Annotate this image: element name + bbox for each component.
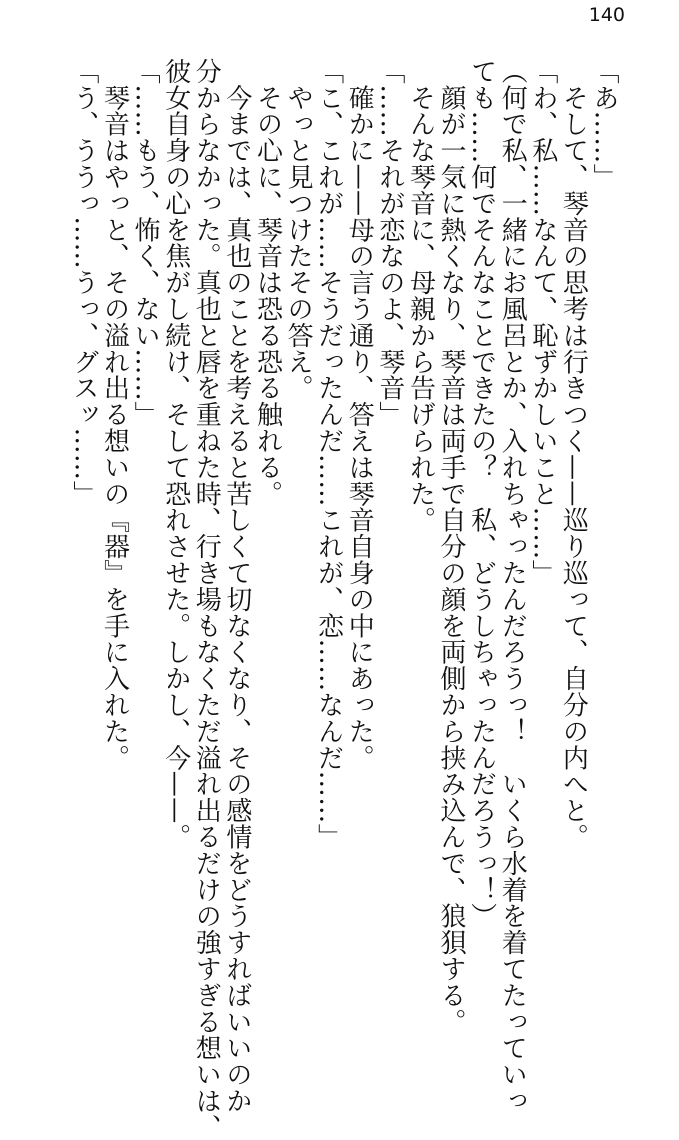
text-line: 「わ、私……なんて、恥ずかしいこと……」	[527, 58, 558, 586]
text-line: その心に、琴音は恐る恐る触れる。	[252, 58, 283, 507]
text-line: 「……もう、怖く、ない……」	[130, 58, 161, 428]
text-line: 顔が一気に熱くなり、琴音は両手で自分の顔を両側から挟み込んで、狼狽する。	[436, 58, 467, 1035]
text-line: （何で私、一緒にお風呂とか、入れちゃったんだろうっ！ いくら水着を着てたっていっ	[497, 58, 528, 1114]
text-line: 彼女自身の心を焦がし続け、そして恐れさせた。しかし、今——。	[160, 58, 191, 850]
text-line: 確かに——母の言う通り、答えは琴音自身の中にあった。	[344, 58, 375, 771]
text-line: そんな琴音に、母親から告げられた。	[405, 58, 436, 534]
text-line: 「う、ううっ……うっ、グスッ……」	[68, 58, 99, 507]
text-line: 分からなかった。真也と唇を重ねた時、行き場もなくただ溢れ出るだけの強すぎる想いは、	[191, 58, 222, 1140]
text-line: 琴音はやっと、その溢れ出る想いの『器』を手に入れた。	[99, 58, 130, 771]
text-line: 「あ……」	[589, 58, 619, 190]
text-line: 今までは、真也のことを考えると苦しくて切なくなり、その感情をどうすればいいのか	[221, 58, 252, 1114]
page-number: 140	[588, 4, 625, 26]
text-line: ても……何でそんなことできたの？ 私、どうしちゃったんだろうっ！）	[466, 58, 497, 930]
text-line: やっと見つけたその答え。	[283, 58, 314, 402]
text-line: そして、琴音の思考は行きつく——巡り巡って、自分の内へと。	[558, 58, 589, 850]
vertical-text-body	[68, 58, 619, 1140]
text-line: 「こ、これが……そうだったんだ……これが、恋……なんだ……」	[313, 58, 344, 850]
text-line: 「……それが恋なのよ、琴音」	[374, 58, 405, 428]
